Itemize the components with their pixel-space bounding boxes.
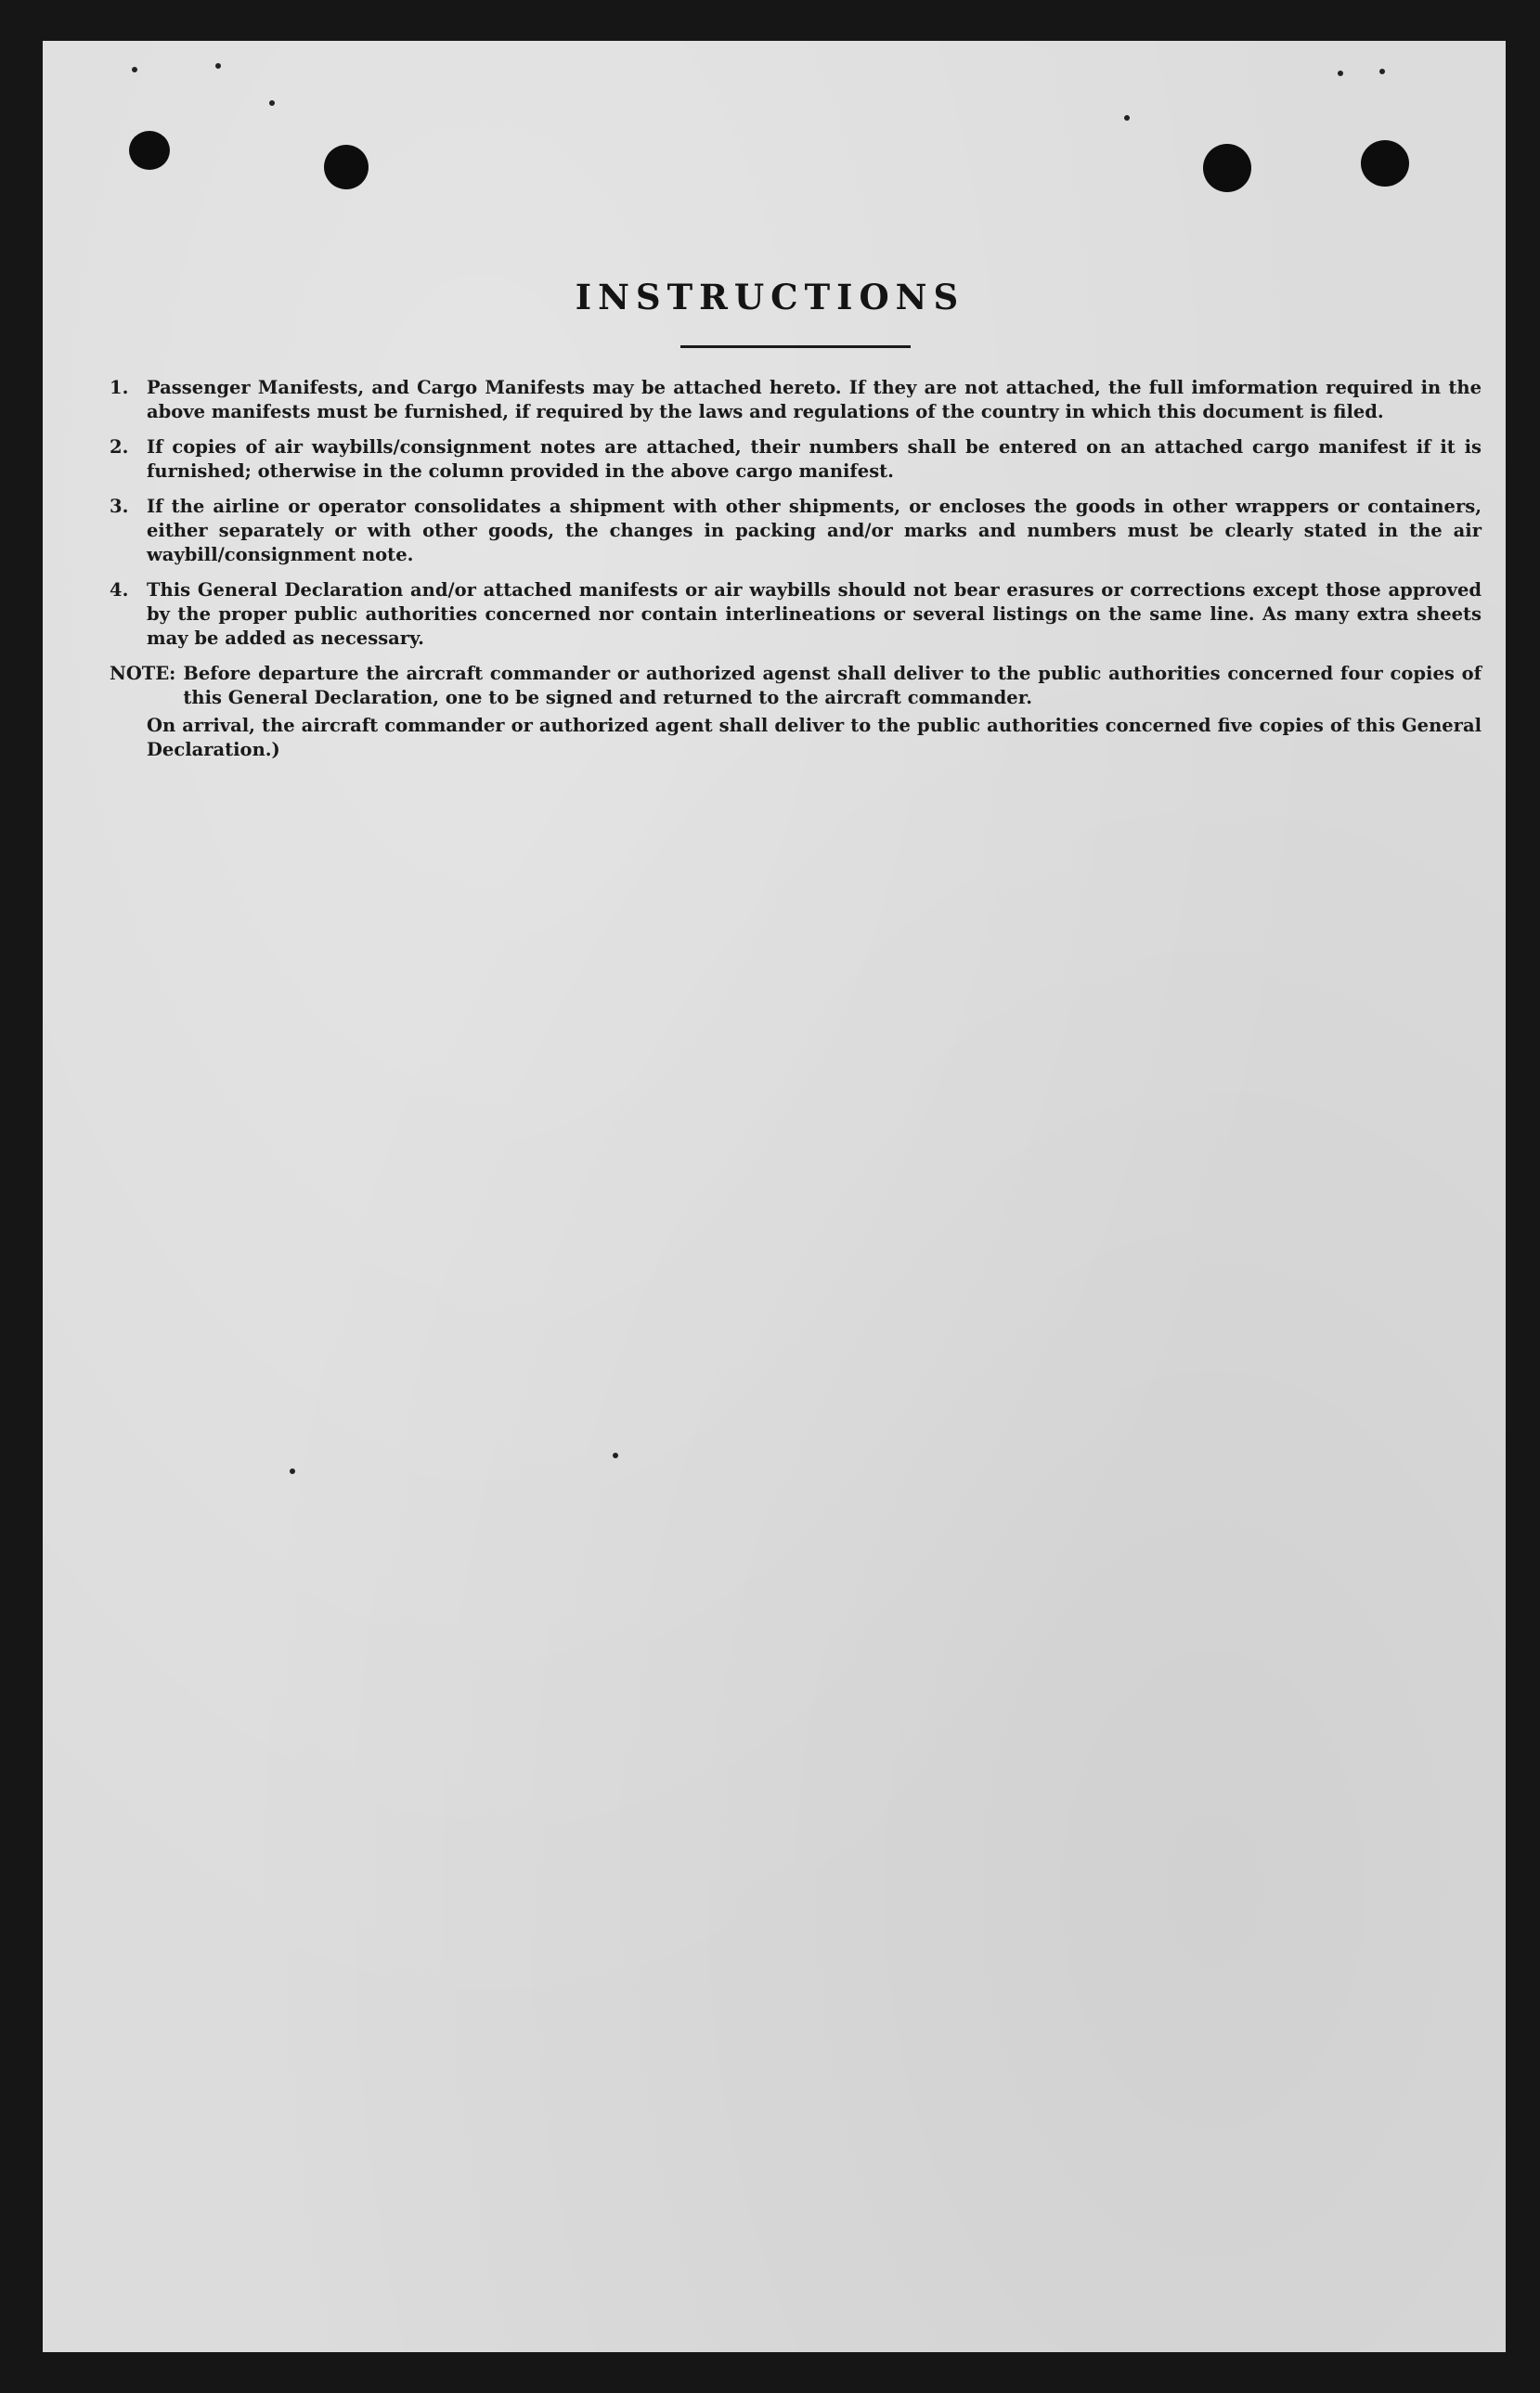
speck	[269, 100, 275, 106]
instruction-item	[110, 578, 1482, 651]
note-arrival-text: On arrival, the aircraft commander or authorized agent shall deliver to the public authorities concerned five copies of this General Declaration.)	[147, 715, 1482, 760]
instruction-number: 4.	[110, 579, 129, 601]
punch-hole	[129, 131, 170, 170]
instruction-item	[110, 495, 1482, 567]
title-underline	[680, 345, 911, 348]
instruction-text: This General Declaration and/or attached manifests or air waybills should not bear erasures or corrections except those approved by the proper public authorities concerned nor contain interlineations or several listings on the same line. As many extra sheets may be added as necessary.	[147, 579, 1482, 649]
note-text: Before departure the aircraft commander or authorized agenst shall deliver to the public authorities concerned four copies of this General Declaration, one to be signed and returned to the aircraft commander.	[183, 663, 1482, 708]
instruction-text: If copies of air waybills/consignment notes are attached, their numbers shall be entered on an attached cargo manifest if it is furnished; otherwise in the column provided in the above cargo manifest.	[147, 436, 1482, 482]
note-block	[110, 662, 1482, 710]
speck	[1124, 115, 1130, 121]
speck	[1338, 71, 1343, 76]
speck	[215, 63, 221, 69]
punch-hole	[324, 145, 369, 189]
instruction-text: If the airline or operator consolidates a shipment with other shipments, or encloses the goods in other wrappers or containers, either separately or with other goods, the changes in packing and/or marks and numbers must be clearly stated in the air waybill/consignment note.	[147, 496, 1482, 565]
instruction-number: 3.	[110, 496, 129, 517]
instructions-body	[110, 376, 1482, 762]
punch-hole	[1361, 140, 1409, 187]
instruction-text: Passenger Manifests, and Cargo Manifests may be attached hereto. If they are not attached, the full imformation required in the above manifests must be furnished, if required by the laws and regulations of the country in which this document is filed.	[147, 377, 1482, 422]
punch-hole	[1203, 144, 1251, 192]
speck	[613, 1453, 618, 1458]
speck	[290, 1468, 295, 1474]
instruction-number: 1.	[110, 377, 129, 398]
speck	[132, 67, 137, 72]
page-title: INSTRUCTIONS	[575, 277, 965, 317]
instruction-number: 2.	[110, 436, 129, 458]
speck	[1379, 69, 1385, 74]
instruction-item	[110, 435, 1482, 484]
instruction-item	[110, 376, 1482, 424]
note-label: NOTE:	[110, 663, 176, 684]
